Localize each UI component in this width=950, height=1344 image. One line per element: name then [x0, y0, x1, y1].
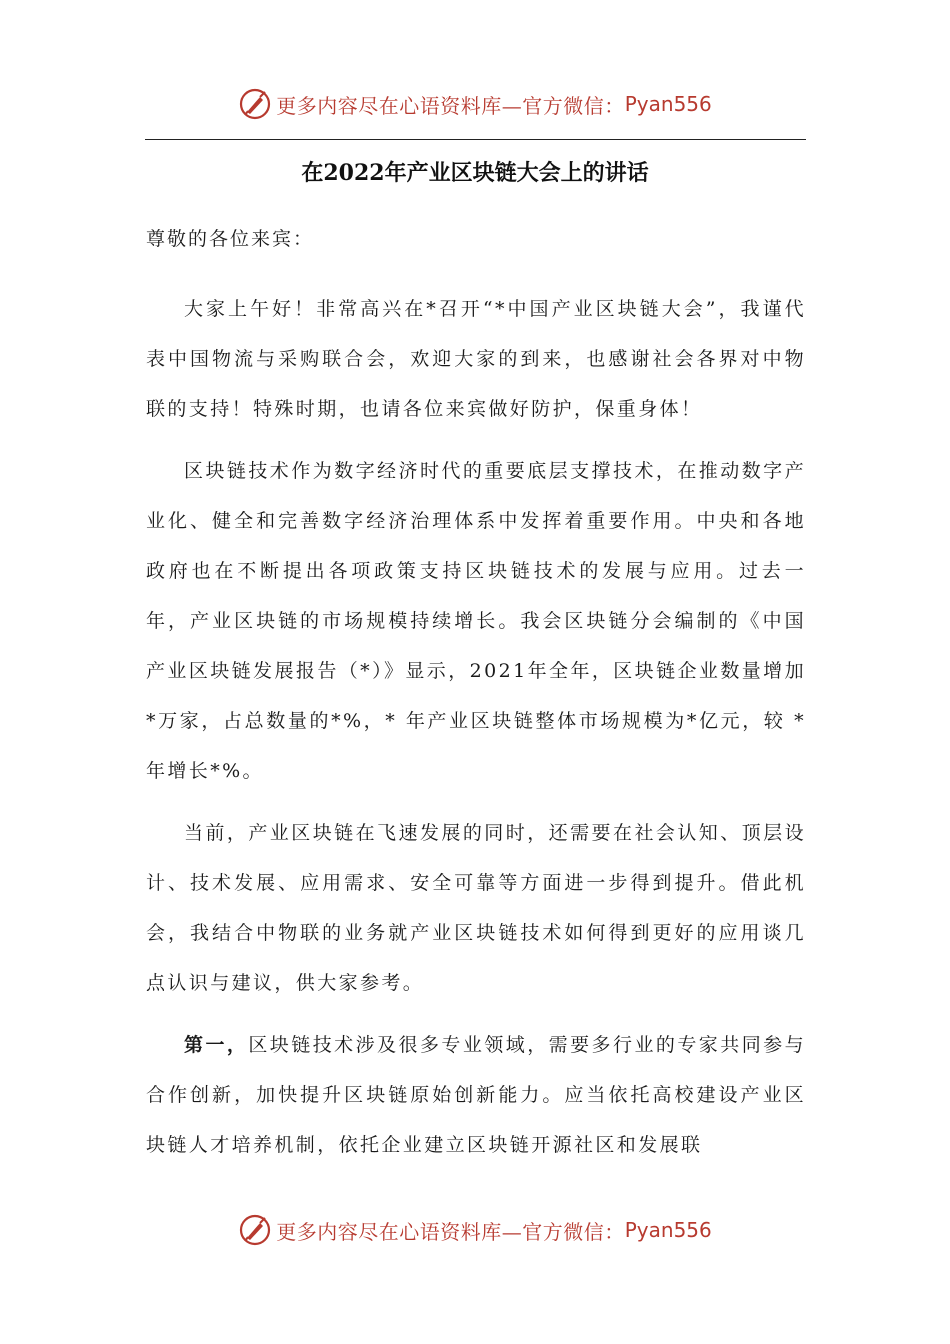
header-banner: [0, 84, 950, 124]
paragraph-3: 当前，产业区块链在飞速发展的同时，还需要在社会认知、顶层设计、技术发展、应用需求、安全可靠等方面进一步得到提升。借此机会，我结合中物联的业务就产业区块链技术如何得到更好的应用谈几点认识与建议，供大家参考。: [146, 822, 806, 994]
footer-banner: [0, 1210, 950, 1250]
banner-contact: Pyan556: [624, 92, 712, 116]
paragraph-4: [146, 1020, 806, 1170]
banner-contact: Pyan556: [624, 1218, 712, 1242]
header-divider: [145, 139, 806, 140]
pen-feather-logo-icon: [238, 87, 272, 121]
paragraph-2: 区块链技术作为数字经济时代的重要底层支撑技术，在推动数字产业化、健全和完善数字经济治理体系中发挥着重要作用。中央和各地政府也在不断提出各项政策支持区块链技术的发展与应用。过去一年，产业区块链的市场规模持续增长。我会区块链分会编制的《中国产业区块链发展报告（*）》显示，2021年全年，区块链企业数量增加*万家，占总数量的*%，* 年产业区块链整体市场规模为*亿元，较 * 年增长*%。: [146, 460, 806, 782]
banner-text: 更多内容尽在心语资料库—官方微信：: [276, 93, 625, 118]
point-text: 区块链技术涉及很多专业领域，需要多行业的专家共同参与合作创新，加快提升区块链原始创新能力。应当依托高校建设产业区块链人才培养机制，依托企业建立区块链开源社区和发展联: [146, 1034, 807, 1156]
greeting: 尊敬的各位来宾：: [146, 228, 315, 250]
point-lead: 第一，: [184, 1034, 249, 1056]
document-body: [146, 214, 806, 1182]
banner-text: 更多内容尽在心语资料库—官方微信：: [276, 1219, 625, 1244]
document-title: 在2022年产业区块链大会上的讲话: [301, 160, 649, 186]
pen-feather-logo-icon: [238, 1213, 272, 1247]
paragraph-1: 大家上午好！非常高兴在*召开“*中国产业区块链大会”，我谨代表中国物流与采购联合会，欢迎大家的到来，也感谢社会各界对中物联的支持！特殊时期，也请各位来宾做好防护，保重身体！: [146, 298, 806, 420]
